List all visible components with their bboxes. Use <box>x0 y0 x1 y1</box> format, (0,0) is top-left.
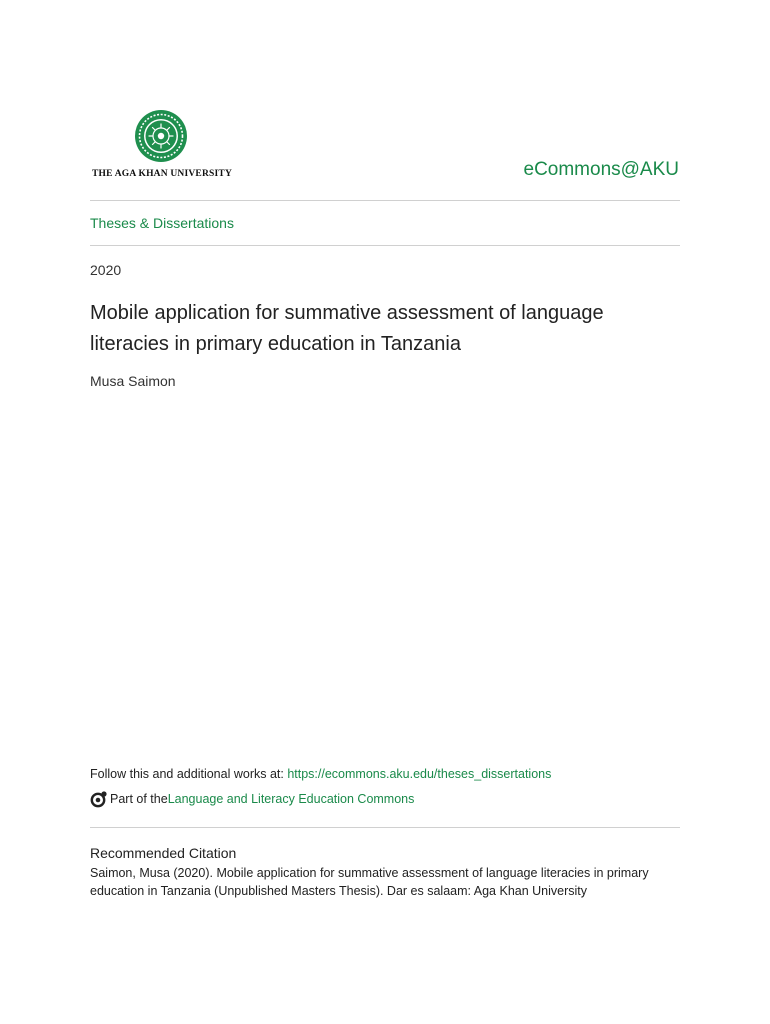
follow-label: Follow this and additional works at: <box>90 767 288 781</box>
network-commons-icon <box>90 790 108 808</box>
recommended-citation-heading: Recommended Citation <box>90 845 237 861</box>
recommended-citation-text: Saimon, Musa (2020). Mobile application for summative assessment of language literacies in primary education in Tanzania (Unpublished Masters Thesis). Dar es salaam: Aga Khan University <box>90 866 649 898</box>
part-of-line <box>90 790 414 808</box>
divider-citation <box>90 827 680 828</box>
divider-top <box>90 200 680 201</box>
publication-year: 2020 <box>90 262 122 278</box>
collection-link[interactable]: Theses & Dissertations <box>90 215 234 231</box>
divider-collection <box>90 245 680 246</box>
aku-logo-emblem-icon <box>133 108 189 164</box>
institution-name: THE AGA KHAN UNIVERSITY <box>92 169 233 179</box>
follow-line <box>90 767 551 781</box>
part-of-label: Part of the <box>110 792 168 806</box>
commons-link[interactable]: Language and Literacy Education Commons <box>167 792 415 806</box>
thesis-title: Mobile application for summative assessment of language literacies in primary education in Tanzania <box>90 302 604 355</box>
follow-url-link[interactable]: https://ecommons.aku.edu/theses_dissertations <box>287 767 552 781</box>
ecommons-brand-link[interactable]: eCommons@AKU <box>523 159 679 180</box>
author-name: Musa Saimon <box>90 373 176 389</box>
